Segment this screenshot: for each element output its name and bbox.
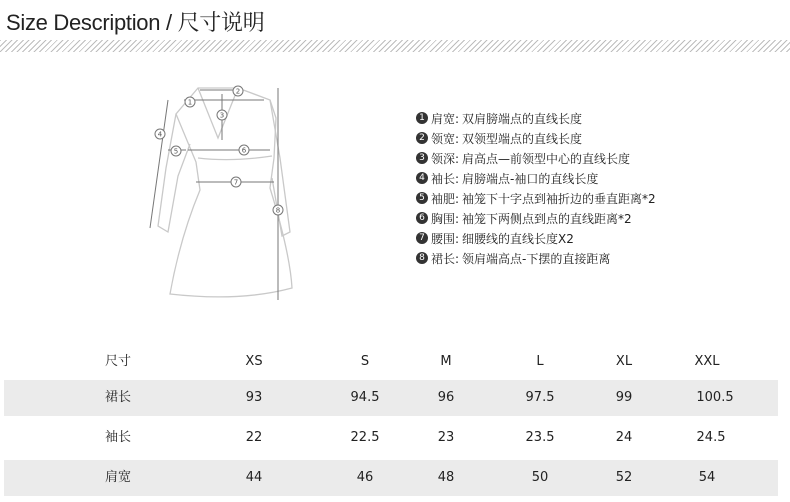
table-cell: 23	[437, 430, 455, 445]
legend-desc: 双肩膀端点的直线长度	[462, 111, 583, 126]
table-cell: 48	[437, 470, 455, 485]
legend-item	[416, 128, 656, 148]
legend-desc: 领肩端高点-下摆的直接距离	[462, 251, 611, 266]
legend-item	[416, 208, 656, 228]
legend-item	[416, 168, 656, 188]
column-header: XS	[245, 354, 263, 369]
table-cell: 97.5	[525, 390, 555, 405]
legend-name: 袖肥:	[431, 191, 460, 206]
marker-6-label: 6	[241, 146, 247, 155]
legend-item	[416, 228, 656, 248]
legend-number-icon: 6	[416, 212, 428, 224]
table-cell: 46	[356, 470, 374, 485]
column-header: M	[440, 354, 452, 369]
table-cell: 50	[531, 470, 549, 485]
marker-5-label: 5	[173, 147, 179, 156]
table-cell: 22.5	[350, 430, 380, 445]
table-cell: 100.5	[696, 390, 734, 405]
column-header: 尺寸	[104, 354, 132, 369]
marker-4-label: 4	[157, 130, 163, 139]
column-header: XXL	[694, 354, 720, 369]
legend-number-icon: 7	[416, 232, 428, 244]
table-cell: 24	[615, 430, 633, 445]
legend-item	[416, 188, 656, 208]
legend-desc: 袖笼下两侧点到点的直线距离*2	[462, 211, 632, 226]
legend-desc: 肩膀端点-袖口的直线长度	[462, 171, 599, 186]
page-title: Size Description / 尺寸说明	[6, 10, 265, 35]
measurement-legend	[416, 108, 656, 268]
table-cell: 24.5	[696, 430, 726, 445]
table-cell: 44	[245, 470, 263, 485]
table-cell: 52	[615, 470, 633, 485]
legend-item	[416, 108, 656, 128]
marker-1-label: 1	[187, 98, 193, 107]
marker-2-label: 2	[235, 87, 241, 96]
dress-measurement-diagram	[140, 78, 310, 308]
table-row	[4, 420, 778, 456]
table-cell: 93	[245, 390, 263, 405]
legend-number-icon: 5	[416, 192, 428, 204]
size-table	[4, 344, 778, 496]
table-cell: 96	[437, 390, 455, 405]
legend-name: 腰围:	[431, 231, 460, 246]
legend-name: 领深:	[431, 151, 460, 166]
legend-item	[416, 248, 656, 268]
table-row	[4, 460, 778, 496]
table-cell: 22	[245, 430, 263, 445]
table-row	[4, 380, 778, 416]
legend-number-icon: 8	[416, 252, 428, 264]
legend-item	[416, 148, 656, 168]
legend-name: 裙长:	[431, 251, 460, 266]
legend-name: 领宽:	[431, 131, 460, 146]
legend-desc: 袖笼下十字点到袖折边的垂直距离*2	[462, 191, 656, 206]
column-header: XL	[615, 354, 633, 369]
legend-desc: 肩高点—前领型中心的直线长度	[462, 151, 631, 166]
column-header: L	[536, 354, 544, 369]
legend-number-icon: 2	[416, 132, 428, 144]
column-header: S	[360, 354, 370, 369]
marker-8-label: 8	[275, 206, 281, 215]
legend-name: 肩宽:	[431, 111, 460, 126]
legend-name: 袖长:	[431, 171, 460, 186]
legend-name: 胸围:	[431, 211, 460, 226]
table-cell: 99	[615, 390, 633, 405]
table-cell: 23.5	[525, 430, 555, 445]
legend-number-icon: 3	[416, 152, 428, 164]
legend-number-icon: 1	[416, 112, 428, 124]
table-cell: 肩宽	[104, 470, 132, 485]
legend-desc: 细腰线的直线长度X2	[462, 231, 574, 246]
marker-3-label: 3	[219, 111, 225, 120]
legend-desc: 双领型端点的直线长度	[462, 131, 583, 146]
marker-7-label: 7	[233, 178, 239, 187]
table-cell: 袖长	[104, 430, 132, 445]
table-cell: 94.5	[350, 390, 380, 405]
table-header-row	[4, 344, 778, 380]
table-cell: 裙长	[104, 390, 132, 405]
table-cell: 54	[698, 470, 716, 485]
legend-number-icon: 4	[416, 172, 428, 184]
hatched-divider	[0, 40, 790, 52]
